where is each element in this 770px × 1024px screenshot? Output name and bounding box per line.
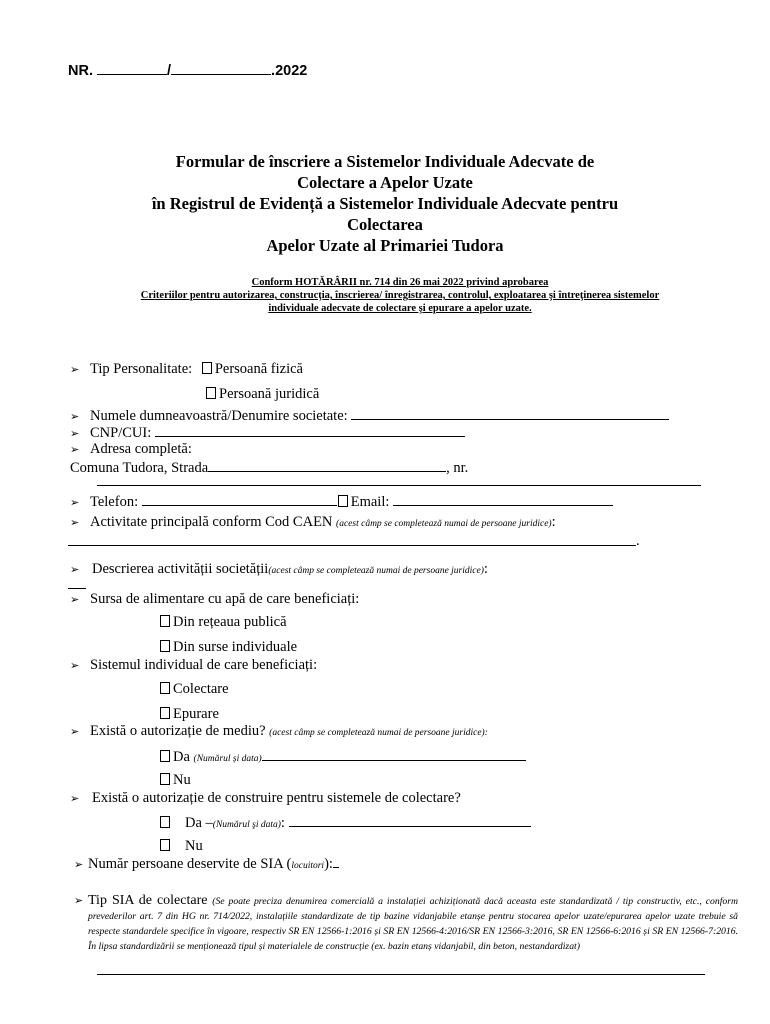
da-mediu-label: Da xyxy=(173,749,190,765)
telefon-label: Telefon: xyxy=(90,494,139,510)
activitate-note: (acest câmp se completează numai de persoane juridice) xyxy=(336,519,552,529)
da-constr-row xyxy=(160,814,531,832)
activitate-end: . xyxy=(636,533,640,549)
title-line-4: Colectarea xyxy=(347,215,423,234)
arrow-bullet-icon: ➢ xyxy=(70,793,80,805)
din-retea-checkbox[interactable] xyxy=(160,615,170,627)
descriere-row xyxy=(70,561,488,578)
title-line-5: Apelor Uzate al Primariei Tudora xyxy=(266,236,504,255)
epurare-checkbox[interactable] xyxy=(160,707,170,719)
autorizatie-constr-label: Există o autorizație de construire pentru sistemele de colectare? xyxy=(92,790,461,806)
adresa-continuation-line[interactable] xyxy=(97,485,701,486)
persoana-juridica-checkbox[interactable] xyxy=(206,387,216,399)
tip-sia-note: (Se poate preciza denumirea comercială a instalației achiziționată dacă aceasta este standardizată / tip constructiv, etc., conform prevederilor art. 7 din HG nr. 714/2022, instalațiile standardizate de tip bazine vidanjabile etanșe pentru stocarea apelor uzate/epurarea apelor uzate trebuie să respecte standardele specifice în vigoare, respectiv SR EN 12566-1:2016 și SR EN 12566-4:2016/SR EN 12566-3:2016, SR EN 12566-6:2016 și SR EN 12566-7:2016. În lipsa standardizării se menționează tipul și materialele de construcție (ex. bazin etanș vidanjabil, din beton, nestandardizat) xyxy=(88,896,738,952)
telefon-email-row xyxy=(70,493,613,511)
persoana-juridica-label: Persoană juridică xyxy=(219,386,320,402)
activitate-label: Activitate principală conform Cod CAEN xyxy=(90,514,333,530)
persoana-juridica-row xyxy=(206,386,319,403)
telefon-field[interactable] xyxy=(142,493,337,506)
title-line-2: Colectare a Apelor Uzate xyxy=(297,173,473,192)
numar-persoane-label: Număr persoane deservite de SIA ( xyxy=(88,856,292,872)
nr-date-field[interactable] xyxy=(171,62,271,75)
nu-constr-row xyxy=(160,838,203,855)
tip-sia-bullet: ➢ xyxy=(74,895,84,907)
tip-personalitate-label: Tip Personalitate: xyxy=(90,361,193,377)
tip-sia-paragraph xyxy=(88,893,738,953)
arrow-bullet-icon: ➢ xyxy=(70,428,80,440)
subtitle-line-2: Criteriilor pentru autorizarea, construcţia, înscrierea/ înregistrarea, controlul, exploatarea şi întreţinerea sistemelor xyxy=(140,290,660,301)
din-surse-label: Din surse individuale xyxy=(173,639,298,655)
din-retea-label: Din rețeaua publică xyxy=(173,614,287,630)
subtitle-line-3: individuale adecvate de colectare şi epurare a apelor uzate. xyxy=(268,303,532,314)
title-line-3: în Registrul de Evidență a Sistemelor Individuale Adecvate pentru xyxy=(151,194,619,213)
sistem-label: Sistemul individual de care beneficiați: xyxy=(90,657,318,673)
nu-constr-label: Nu xyxy=(185,838,203,854)
descriere-label: Descrierea activității societății xyxy=(92,561,269,577)
email-checkbox[interactable] xyxy=(338,495,348,507)
nu-mediu-checkbox[interactable] xyxy=(160,773,170,785)
title-line-1: Formular de înscriere a Sistemelor Individuale Adecvate de xyxy=(175,152,595,171)
colectare-checkbox[interactable] xyxy=(160,682,170,694)
adresa-label: Adresa completă: xyxy=(90,441,192,457)
din-retea-row xyxy=(160,614,287,631)
nu-mediu-label: Nu xyxy=(173,772,191,788)
da-mediu-checkbox[interactable] xyxy=(160,750,170,762)
da-mediu-row xyxy=(160,748,526,766)
registration-number xyxy=(68,62,307,79)
adresa-row xyxy=(70,441,192,458)
nr-label: NR. xyxy=(68,63,93,79)
arrow-bullet-icon: ➢ xyxy=(70,564,80,576)
numar-persoane-note: locuitori xyxy=(291,861,325,871)
sistem-row xyxy=(70,657,317,674)
autorizatie-mediu-row xyxy=(70,723,488,740)
arrow-bullet-icon: ➢ xyxy=(70,594,80,606)
activitate-row xyxy=(70,514,556,531)
activitate-field[interactable] xyxy=(68,545,636,546)
autorizatie-mediu-label: Există o autorizație de mediu? xyxy=(90,723,266,739)
din-surse-row xyxy=(160,639,297,656)
nr-street-label: , nr. xyxy=(446,460,469,476)
nr-year: .2022 xyxy=(271,63,308,79)
numar-persoane-field[interactable] xyxy=(333,855,339,868)
epurare-label: Epurare xyxy=(173,706,219,722)
arrow-bullet-icon: ➢ xyxy=(70,444,80,456)
email-field[interactable] xyxy=(393,493,613,506)
nu-constr-checkbox[interactable] xyxy=(160,839,170,851)
sursa-row xyxy=(70,591,359,608)
nr-separator: / xyxy=(167,63,172,79)
persoana-fizica-label: Persoană fizică xyxy=(214,361,303,377)
epurare-row xyxy=(160,706,219,723)
arrow-bullet-icon: ➢ xyxy=(70,660,80,672)
autorizatie-constr-row xyxy=(70,790,461,807)
arrow-bullet-icon: ➢ xyxy=(70,497,80,509)
activitate-colon: : xyxy=(551,514,556,530)
legal-basis xyxy=(40,276,760,315)
tip-personalitate-row xyxy=(70,361,303,378)
numele-label: Numele dumneavoastră/Denumire societate: xyxy=(90,408,348,424)
numele-field[interactable] xyxy=(351,407,669,420)
descriere-note: (acest câmp se completează numai de persoane juridice) xyxy=(268,566,484,576)
da-constr-colon: : xyxy=(280,815,285,831)
arrow-bullet-icon: ➢ xyxy=(74,859,84,871)
tip-sia-field[interactable] xyxy=(97,974,705,975)
numar-persoane-row xyxy=(74,855,339,873)
cnp-label: CNP/CUI: xyxy=(90,425,152,441)
numele-row xyxy=(70,407,669,425)
da-constr-note: (Numărul şi data) xyxy=(212,820,281,830)
colectare-label: Colectare xyxy=(173,681,229,697)
subtitle-line-1: Conform HOTĂRÂRII nr. 714 din 26 mai 2022 privind aprobarea xyxy=(251,277,549,288)
nr-field[interactable] xyxy=(97,62,167,75)
autorizatie-mediu-note: (acest câmp se completează numai de persoane juridice): xyxy=(269,728,488,738)
arrow-bullet-icon: ➢ xyxy=(70,726,80,738)
descriere-field[interactable] xyxy=(68,588,86,589)
colectare-row xyxy=(160,681,229,698)
email-label: Email: xyxy=(350,494,390,510)
arrow-bullet-icon: ➢ xyxy=(70,411,80,423)
da-constr-field[interactable] xyxy=(289,814,531,827)
da-constr-label: Da – xyxy=(185,815,213,831)
comuna-label: Comuna Tudora, Strada xyxy=(70,460,209,476)
da-constr-checkbox[interactable] xyxy=(160,816,170,828)
numar-persoane-end: ): xyxy=(324,856,333,872)
descriere-colon: : xyxy=(483,561,488,577)
cnp-row xyxy=(70,424,465,442)
din-surse-checkbox[interactable] xyxy=(160,640,170,652)
sursa-label: Sursa de alimentare cu apă de care beneficiați: xyxy=(90,591,360,607)
form-title xyxy=(100,151,670,256)
strada-field[interactable] xyxy=(208,459,446,472)
nu-mediu-row xyxy=(160,772,191,789)
da-mediu-note: (Numărul și data) xyxy=(193,754,262,764)
arrow-bullet-icon: ➢ xyxy=(70,517,80,529)
tip-sia-label: Tip SIA de colectare xyxy=(88,893,208,908)
cnp-field[interactable] xyxy=(155,424,465,437)
persoana-fizica-checkbox[interactable] xyxy=(202,362,212,374)
strada-row xyxy=(70,459,468,477)
da-mediu-field[interactable] xyxy=(262,748,526,761)
arrow-bullet-icon: ➢ xyxy=(70,364,80,376)
